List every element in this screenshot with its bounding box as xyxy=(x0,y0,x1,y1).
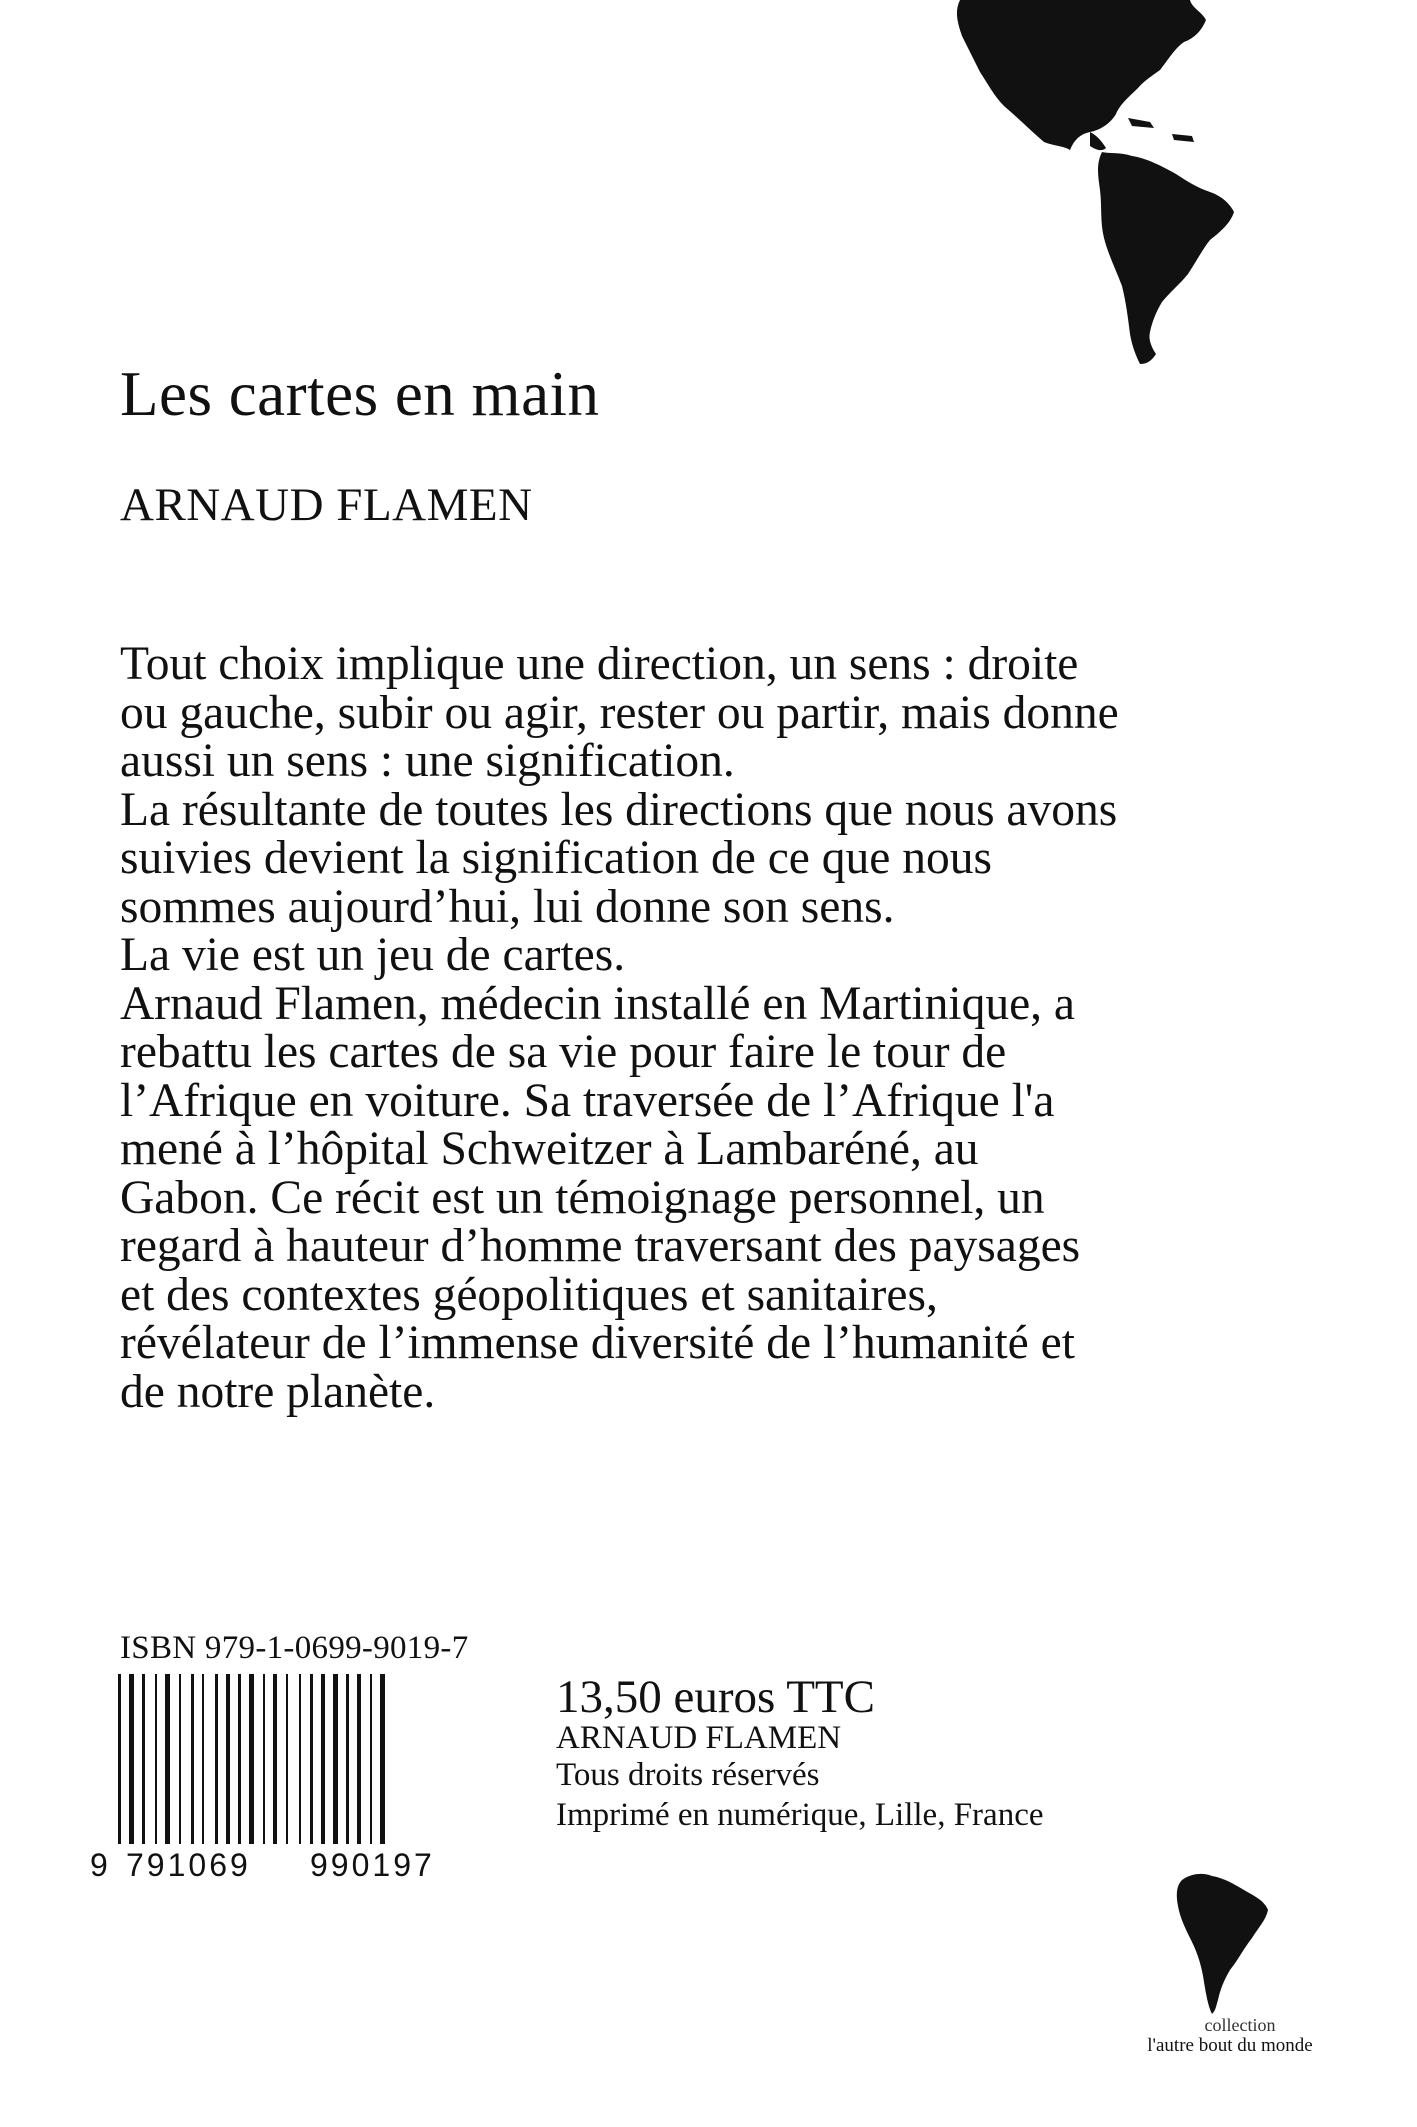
barcode-bar xyxy=(202,1674,204,1844)
blurb-paragraph: La vie est un jeu de cartes. xyxy=(120,929,626,981)
blurb-paragraph: La résultante de toutes les directions que nous avons suivies devient la signification de ce que nous sommes aujourd’hui, lui donne son sens. xyxy=(120,783,1118,933)
barcode xyxy=(86,1668,486,1882)
barcode-bar xyxy=(226,1674,230,1844)
barcode-bar xyxy=(263,1674,265,1844)
south-america-logo-icon xyxy=(1172,1872,1272,2014)
book-author: ARNAUD FLAMEN xyxy=(120,479,533,531)
barcode-bar xyxy=(310,1674,313,1844)
barcode-bar xyxy=(129,1674,134,1844)
collection-label: collection xyxy=(1204,2015,1276,2035)
barcode-bar xyxy=(321,1674,325,1844)
barcode-digit-first: 9 xyxy=(90,1847,108,1882)
barcode-bar xyxy=(118,1674,121,1844)
barcode-bar xyxy=(215,1674,218,1844)
barcode-bar xyxy=(286,1674,288,1844)
isbn-label: ISBN 979-1-0699-9019-7 xyxy=(120,1630,469,1666)
printing-info: Imprimé en numérique, Lille, France xyxy=(556,1797,1044,1833)
barcode-bar xyxy=(357,1674,361,1844)
barcode-bar xyxy=(165,1674,170,1844)
barcode-bar xyxy=(249,1674,254,1844)
barcode-bar xyxy=(333,1674,338,1844)
barcode-bar xyxy=(273,1674,277,1844)
price: 13,50 euros TTC xyxy=(556,1671,875,1723)
barcode-bar xyxy=(370,1674,372,1844)
americas-map-icon xyxy=(940,0,1280,365)
blurb-paragraph: Tout choix implique une direction, un sens : droite ou gauche, subir ou agir, rester ou partir, mais donne aussi un sens : une signification. xyxy=(120,638,1119,787)
publisher-author: ARNAUD FLAMEN xyxy=(556,1720,842,1756)
barcode-bar xyxy=(142,1674,145,1844)
collection-name: l'autre bout du monde xyxy=(1147,2035,1313,2056)
barcode-bar xyxy=(191,1674,194,1844)
barcode-digits-right: 990197 xyxy=(310,1847,435,1882)
blurb-paragraph: Arnaud Flamen, médecin installé en Martinique, a rebattu les cartes de sa vie pour faire le tour de l’Afrique en voiture. Sa traversée de l’Afrique l'a mené à l’hôpital Schweitzer à Lambaréné, au Gabon. Ce récit est un témoignage personnel, un regard à hauteur d’homme traversant des paysages et des contextes géopolitiques et sanitaires, révélateur de l’immense diversité de l’humanité et de notre planète. xyxy=(120,977,1081,1418)
barcode-bar xyxy=(380,1674,385,1844)
book-title: Les cartes en main xyxy=(120,359,600,429)
rights-notice: Tous droits réservés xyxy=(556,1757,820,1793)
barcode-bar xyxy=(179,1674,181,1844)
barcode-bar xyxy=(155,1674,157,1844)
barcode-bar xyxy=(346,1674,349,1844)
back-cover-blurb xyxy=(120,640,1120,1416)
barcode-bar xyxy=(238,1674,241,1844)
barcode-digits-left: 791069 xyxy=(126,1847,251,1882)
barcode-bar xyxy=(299,1674,301,1844)
